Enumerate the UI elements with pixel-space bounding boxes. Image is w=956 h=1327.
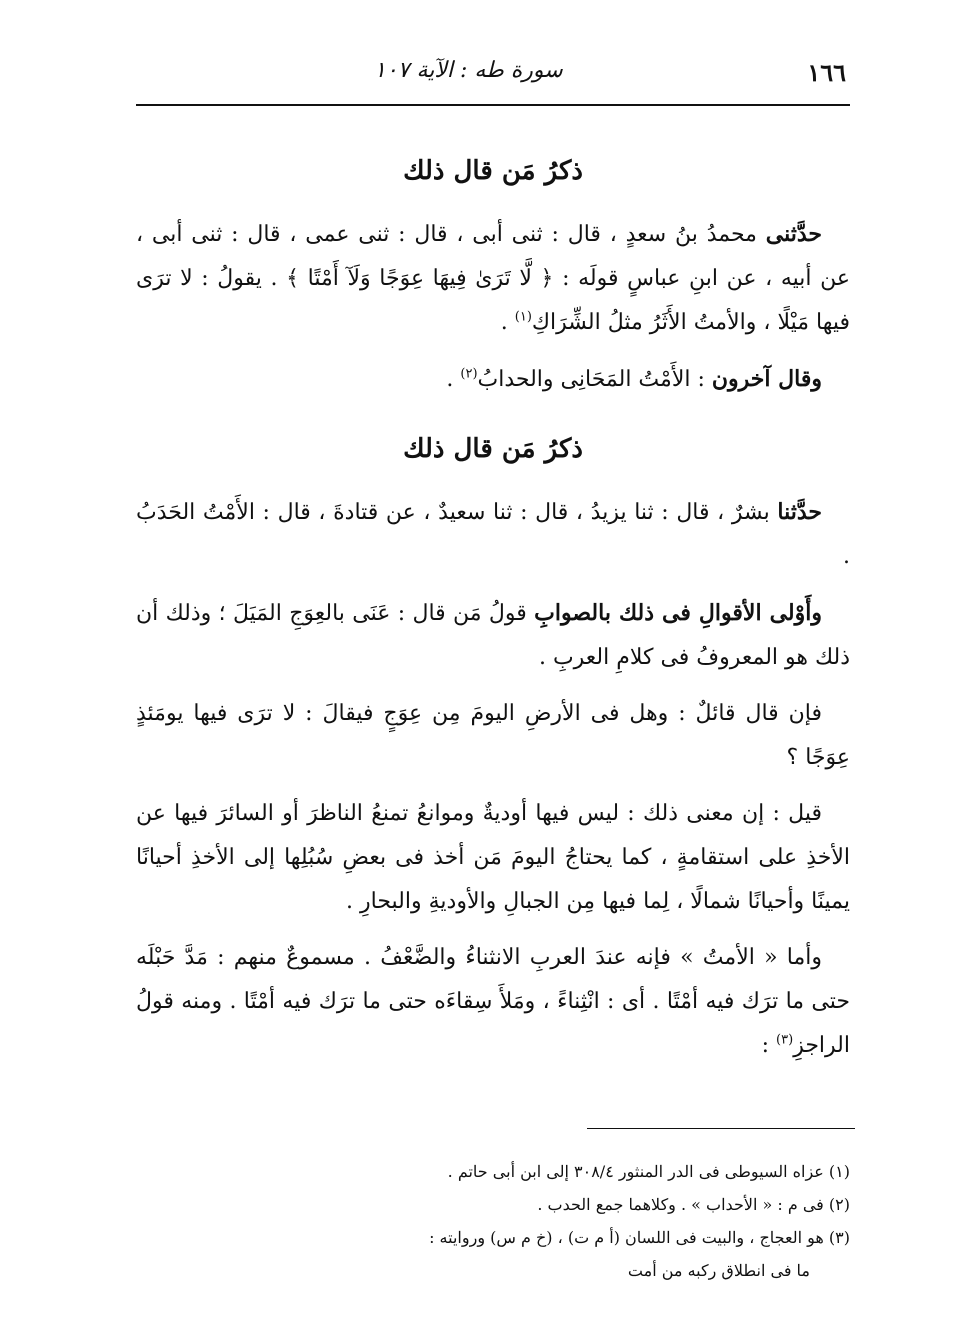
paragraph-7-text-c: : <box>761 1033 777 1058</box>
paragraph-3 <box>136 490 850 579</box>
footnote-verse: ما فى انطلاق ركبه من أمت <box>627 1261 810 1280</box>
paragraph-7-text: وأما « الأمتُ » فإنه عندَ العربِ الانثناءُ والضَّعْفُ . مسموعٌ منهم : مَدَّ حَبْلَه حتى ما ترَك فيه أمْتًا . أى : انْثِناءً ، ومَلأَ سِقاءَه حتى ما ترَك فيه أمْتًا . ومنه قولُ الراجزِ <box>136 945 850 1058</box>
footnote-marker-1: (١) <box>514 309 532 325</box>
paragraph-6: قيل : إن معنى ذلك : ليس فيها أوديةٌ وموانعُ تمنعُ الناظرَ أو السائرَ فيها عن الأخذِ على استقامةٍ ، كما يحتاجُ اليومَ مَن أخذ فى بعضِ سُبُلِها إلى الأخذِ أحيانًا يمينًا وأحيانًا شمالًا ، لِما فيها مِن الجبالِ والأوديةِ والبحارِ . <box>136 801 850 914</box>
paragraph-5: فإن قال قائلٌ : وهل فى الأرضِ اليومَ مِن عِوَجٍ فيقالَ : لا ترَى فيها يومَئذٍ عِوَجًا ؟ <box>136 701 850 770</box>
paragraph-2-lead: وقال آخرون <box>711 366 822 392</box>
page-number: ١٦٦ <box>807 58 846 87</box>
footnote-marker-2: (٢) <box>460 366 478 382</box>
paragraph-7 <box>136 936 850 1068</box>
paragraph-1 <box>136 212 850 345</box>
paragraph-2 <box>136 357 850 402</box>
paragraph-1-text-c: . <box>500 310 515 335</box>
footnote-2: (٢) فى م : « الأحداب » . وكلاهما جمع الحدب . <box>537 1195 850 1214</box>
footnote-1: (١) عزاه السيوطى فى الدر المنثور ٣٠٨/٤ إلى ابن أبى حاتم . <box>447 1162 850 1181</box>
paragraph-3-text: بشرٌ ، قال : ثنا يزيدُ ، قال : ثنا سعيدٌ ، عن قتادةَ ، قال : الأَمْتُ الحَدَبُ . <box>136 500 850 569</box>
page-header <box>136 52 846 96</box>
section-heading: ذكرُ مَن قال ذلك <box>403 434 583 464</box>
paragraph-4 <box>136 591 850 680</box>
paragraph-4-text: قولُ مَن قال : عَنَى بالعِوَجِ المَيَلَ ؛ وذلك أن ذلك هو المعروفُ فى كلامِ العربِ . <box>136 601 850 670</box>
paragraph-1-text-a: محمدُ بنُ سعدٍ ، قال : ثنى أبى ، قال : ثنى عمى ، قال : ثنى أبى ، عن أبيه ، عن ابنِ عباسٍ قولَه : <box>136 222 850 291</box>
paragraph-4-lead: وأَوْلى الأقوالِ فى ذلك بالصوابِ <box>534 600 822 626</box>
running-head: سورة طه : الآية ١٠٧ <box>374 58 563 83</box>
footnotes <box>136 1155 850 1287</box>
footnote-separator <box>587 1128 855 1129</box>
paragraph-2-text-c: . <box>446 367 461 392</box>
footnote-marker-3: (٣) <box>776 1032 794 1048</box>
section-heading: ذكرُ مَن قال ذلك <box>403 156 583 186</box>
quran-verse: ﴿ لَّا تَرَىٰ فِيهَا عِوَجًا وَلَآ أَمْتًا ﴾ <box>286 266 554 291</box>
paragraph-3-lead: حدَّثنا <box>777 499 822 525</box>
paragraph-1-lead: حدَّثنى <box>765 221 822 247</box>
main-text <box>136 146 850 1080</box>
paragraph-1-text-b: . يقولُ : لا ترَى فيها مَيْلًا ، والأمتُ الأَثَرُ مثلُ الشِّرَاكِ <box>136 266 850 335</box>
paragraph-2-text: : الأَمْتُ المَحَانِى والحدابُ <box>477 367 712 392</box>
footnote-3: (٣) هو العجاج ، والبيت فى اللسان (أ م ت) ، (خ م س) وروايته : <box>429 1228 850 1247</box>
header-rule <box>136 104 850 106</box>
